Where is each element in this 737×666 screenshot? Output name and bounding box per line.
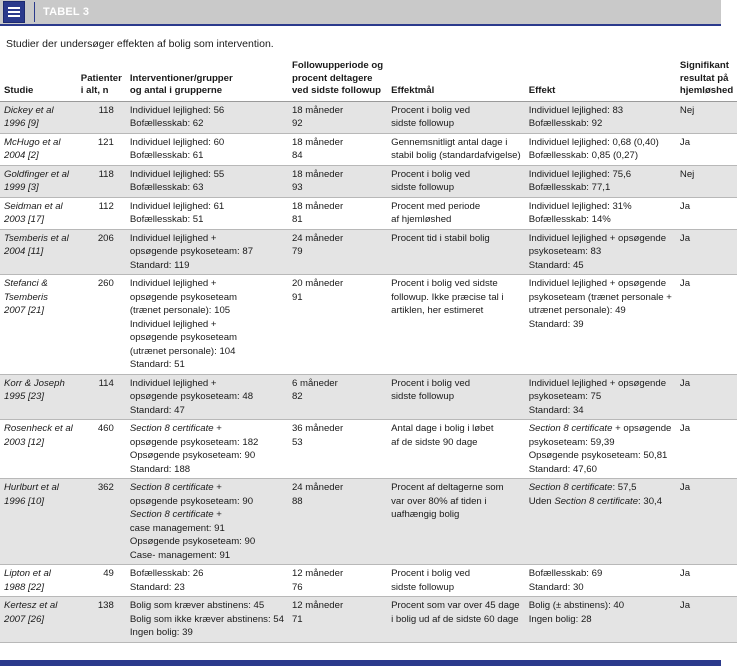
col-header-measure	[387, 58, 525, 101]
cell-study	[0, 597, 77, 643]
cell-significant-value: Ja	[679, 568, 691, 579]
table-header-row	[0, 58, 737, 101]
cell-significant	[676, 133, 737, 165]
cell-intervention-line: Case- management: 91	[129, 549, 231, 561]
cell-measure	[387, 229, 525, 275]
cell-effect-line: Standard: 39	[528, 318, 584, 330]
cell-effect	[525, 374, 676, 420]
cell-patients-value: 460	[97, 423, 114, 434]
cell-study	[0, 565, 77, 597]
cell-study-line: 1996 [9]	[4, 118, 39, 129]
cell-followup-line: 88	[291, 495, 303, 507]
cell-effect-line: Standard: 30	[528, 581, 584, 593]
cell-significant	[676, 479, 737, 565]
cell-intervention	[126, 197, 288, 229]
col-header-measure-label: Effektmål	[391, 85, 435, 96]
cell-study-line: 2004 [11]	[4, 246, 44, 257]
cell-study-line: 1988 [22]	[4, 581, 45, 593]
cell-followup-line: 76	[291, 581, 303, 593]
section-8-phrase: Section 8 certificate	[554, 495, 639, 507]
cell-study-line: Seidman et al	[4, 200, 63, 212]
cell-effect-line: Individuel lejlighed: 83	[528, 104, 624, 116]
cell-effect-line: Bofællesskab: 77,1	[528, 182, 611, 193]
table-header-bar	[0, 0, 721, 26]
cell-effect	[525, 275, 676, 375]
col-header-intervention	[126, 58, 288, 101]
table-row	[0, 597, 737, 643]
cell-patients	[77, 229, 126, 275]
cell-followup-line: 20 måneder	[291, 278, 344, 289]
table-row	[0, 133, 737, 165]
cell-significant	[676, 275, 737, 375]
table-row	[0, 275, 737, 375]
cell-effect-line: Standard: 45	[528, 259, 584, 271]
table-row	[0, 197, 737, 229]
cell-measure-line: sidste followup	[391, 118, 455, 129]
cell-measure-line: Procent som var over 45 dage	[391, 600, 520, 611]
cell-followup-line: 18 måneder	[291, 104, 344, 116]
cell-significant	[676, 565, 737, 597]
col-header-significant-line: Signifikant	[679, 60, 729, 71]
cell-study	[0, 229, 77, 275]
cell-intervention-line: Bofællesskab: 51	[129, 214, 204, 225]
cell-study-line: McHugo et al	[4, 136, 61, 148]
cell-followup-line: 71	[291, 613, 303, 625]
cell-effect-line: Individuel lejlighed + opsøgende	[528, 377, 667, 389]
cell-measure-line: Procent i bolig ved	[391, 168, 471, 180]
cell-effect	[525, 479, 676, 565]
cell-study-line: Tsemberis	[4, 291, 48, 303]
cell-measure-line: uafhængig bolig	[391, 509, 460, 520]
cell-study	[0, 197, 77, 229]
cell-followup-line: 81	[291, 214, 303, 225]
cell-measure	[387, 133, 525, 165]
cell-intervention-line: opsøgende psykoseteam: 90	[129, 495, 254, 507]
cell-study-line: 2007 [26]	[4, 613, 45, 625]
cell-effect	[525, 133, 676, 165]
bottom-rule	[0, 660, 721, 666]
col-header-intervention-line: Interventioner/grupper	[129, 72, 233, 84]
cell-effect-line: Bofællesskab: 14%	[528, 214, 611, 225]
cell-followup-line: 53	[291, 436, 303, 448]
cell-measure	[387, 597, 525, 643]
cell-intervention	[126, 101, 288, 133]
cell-significant	[676, 101, 737, 133]
cell-measure	[387, 565, 525, 597]
cell-effect-line: Bofællesskab: 92	[528, 118, 603, 129]
section-8-phrase: Section 8 certificate	[129, 482, 214, 493]
cell-followup-line: 84	[291, 150, 303, 161]
cell-intervention-line: Individuel lejlighed +	[129, 318, 217, 330]
cell-measure	[387, 374, 525, 420]
cell-study-line: 2003 [17]	[4, 214, 45, 225]
cell-study	[0, 420, 77, 479]
col-header-followup-line: procent deltagere	[291, 72, 373, 84]
section-8-phrase: Section 8 certificate	[528, 423, 613, 434]
cell-effect-line: Opsøgende psykoseteam: 50,81	[528, 450, 668, 461]
cell-measure	[387, 101, 525, 133]
cell-intervention-line: Bolig som kræver abstinens: 45	[129, 600, 265, 611]
cell-followup-line: 36 måneder	[291, 423, 344, 434]
cell-significant-value: Nej	[679, 168, 695, 180]
table-title: TABEL 3	[43, 6, 90, 18]
cell-effect-line: Section 8 certificate + opsøgende	[528, 423, 672, 434]
cell-intervention-line: Individuel lejlighed: 60	[129, 136, 225, 148]
cell-effect-line: Bofællesskab: 69	[528, 568, 603, 579]
cell-measure-line: followup. Ikke præcise tal i	[391, 291, 504, 303]
cell-significant	[676, 420, 737, 479]
cell-followup	[288, 229, 387, 275]
cell-followup	[288, 565, 387, 597]
cell-study	[0, 374, 77, 420]
cell-followup	[288, 275, 387, 375]
cell-patients	[77, 133, 126, 165]
cell-effect	[525, 565, 676, 597]
col-header-followup-line: Followupperiode og	[291, 60, 384, 71]
col-header-significant-line: resultat på	[679, 72, 729, 84]
col-header-intervention-line: og antal i grupperne	[129, 85, 223, 96]
cell-followup-line: 18 måneder	[291, 200, 344, 212]
cell-intervention-line: Individuel lejlighed: 55	[129, 168, 225, 180]
table-row	[0, 229, 737, 275]
cell-intervention-line: Individuel lejlighed +	[129, 377, 217, 389]
section-8-phrase: Section 8 certificate	[528, 482, 613, 493]
cell-intervention-line: opsøgende psykoseteam: 48	[129, 391, 254, 402]
cell-intervention-line: Individuel lejlighed: 56	[129, 104, 225, 116]
cell-patients	[77, 165, 126, 197]
cell-intervention	[126, 374, 288, 420]
cell-effect-line: Bolig (± abstinens): 40	[528, 600, 625, 611]
cell-intervention-line: opsøgende psykoseteam	[129, 332, 238, 343]
cell-study-line: Lipton et al	[4, 568, 51, 579]
cell-intervention-line: Individuel lejlighed +	[129, 232, 217, 244]
cell-measure-line: af de sidste 90 dage	[391, 436, 478, 448]
cell-effect-line: psykoseteam: 83	[528, 246, 602, 257]
cell-intervention	[126, 420, 288, 479]
cell-followup-line: 18 måneder	[291, 136, 344, 148]
cell-study	[0, 101, 77, 133]
cell-significant	[676, 197, 737, 229]
cell-study-line: Korr & Joseph	[4, 377, 65, 389]
cell-effect-line: Standard: 34	[528, 404, 584, 416]
cell-measure-line: Procent i bolig ved sidste	[391, 278, 498, 289]
cell-intervention-line: opsøgende psykoseteam	[129, 291, 238, 303]
cell-followup-line: 82	[291, 391, 303, 402]
cell-significant-value: Ja	[679, 482, 691, 493]
section-8-phrase: Section 8 certificate	[129, 509, 214, 520]
cell-followup	[288, 479, 387, 565]
cell-measure-line: sidste followup	[391, 581, 455, 593]
cell-patients-value: 112	[98, 200, 114, 212]
cell-measure-line: sidste followup	[391, 182, 455, 193]
cell-intervention-line: opsøgende psykoseteam: 182	[129, 436, 259, 448]
col-header-significant-line: hjemløshed	[679, 85, 734, 96]
cell-patients	[77, 275, 126, 375]
cell-intervention-line: Bofællesskab: 61	[129, 150, 204, 161]
list-icon	[3, 1, 25, 23]
cell-measure-line: Procent af deltagerne som	[391, 482, 504, 493]
cell-intervention-line: Section 8 certificate +	[129, 423, 222, 434]
cell-significant-value: Ja	[679, 136, 691, 148]
cell-intervention	[126, 597, 288, 643]
cell-measure	[387, 479, 525, 565]
cell-followup-line: 93	[291, 182, 303, 193]
cell-study-line: Goldfinger et al	[4, 168, 70, 180]
cell-effect-line: utrænet personale): 49	[528, 305, 626, 316]
cell-patients-value: 260	[97, 278, 114, 289]
cell-intervention	[126, 479, 288, 565]
col-header-effect-label: Effekt	[528, 85, 556, 96]
table-row	[0, 479, 737, 565]
cell-measure-line: Procent tid i stabil bolig	[391, 232, 490, 244]
cell-measure-line: Procent med periode	[391, 200, 481, 212]
cell-measure-line: Procent i bolig ved	[391, 104, 471, 116]
cell-measure-line: artiklen, her estimeret	[391, 305, 484, 316]
cell-effect	[525, 229, 676, 275]
cell-measure-line: af hjemløshed	[391, 214, 452, 225]
cell-followup	[288, 101, 387, 133]
cell-followup-line: 24 måneder	[291, 482, 344, 493]
cell-intervention	[126, 229, 288, 275]
cell-patients	[77, 197, 126, 229]
cell-intervention-line: Bofællesskab: 62	[129, 118, 204, 129]
section-8-phrase: Section 8 certificate	[129, 423, 214, 434]
cell-significant	[676, 229, 737, 275]
cell-effect	[525, 101, 676, 133]
cell-study	[0, 165, 77, 197]
cell-patients	[77, 101, 126, 133]
col-header-effect	[525, 58, 676, 101]
cell-effect	[525, 165, 676, 197]
cell-effect-line: Uden Section 8 certificate: 30,4	[528, 495, 663, 507]
cell-measure-line: Antal dage i bolig i løbet	[391, 423, 494, 434]
cell-patients-value: 114	[98, 377, 114, 389]
cell-followup	[288, 597, 387, 643]
cell-measure	[387, 197, 525, 229]
cell-patients-value: 118	[98, 104, 114, 116]
cell-intervention-line: Standard: 119	[129, 259, 190, 271]
cell-effect	[525, 420, 676, 479]
cell-effect-line: Bofællesskab: 0,85 (0,27)	[528, 150, 639, 161]
cell-effect-line: Individuel lejlighed: 0,68 (0,40)	[528, 136, 659, 148]
cell-study	[0, 133, 77, 165]
cell-patients	[77, 420, 126, 479]
cell-intervention-line: Section 8 certificate +	[129, 509, 222, 520]
cell-patients-value: 121	[97, 136, 114, 148]
cell-patients	[77, 597, 126, 643]
cell-significant	[676, 597, 737, 643]
cell-followup-line: 24 måneder	[291, 232, 344, 244]
cell-significant	[676, 165, 737, 197]
cell-intervention-line: Bolig som ikke kræver abstinens: 54	[129, 613, 284, 625]
cell-followup	[288, 420, 387, 479]
cell-followup	[288, 374, 387, 420]
cell-study-line: 1996 [10]	[4, 495, 45, 507]
cell-followup-line: 79	[291, 246, 303, 257]
cell-effect	[525, 597, 676, 643]
col-header-significant	[676, 58, 737, 101]
cell-intervention-line: (utrænet personale): 104	[129, 345, 236, 357]
cell-followup-line: 12 måneder	[291, 568, 344, 579]
cell-followup	[288, 197, 387, 229]
cell-intervention-line: case management: 91	[129, 522, 225, 534]
cell-effect-line: Individuel lejlighed: 31%	[528, 200, 632, 212]
cell-significant-value: Ja	[679, 423, 691, 434]
cell-intervention-line: (trænet personale): 105	[129, 305, 231, 316]
cell-measure-line: Procent i bolig ved	[391, 568, 471, 579]
cell-intervention-line: Bofællesskab: 63	[129, 182, 204, 193]
cell-significant	[676, 374, 737, 420]
cell-patients-value: 138	[97, 600, 114, 611]
cell-intervention-line: Opsøgende psykoseteam: 90	[129, 536, 256, 547]
cell-patients-value: 118	[98, 168, 114, 180]
table-row	[0, 420, 737, 479]
cell-measure	[387, 165, 525, 197]
cell-patients-value: 362	[97, 482, 114, 493]
header-divider	[34, 2, 35, 22]
cell-intervention-line: Individuel lejlighed +	[129, 278, 217, 289]
col-header-followup-line: ved sidste followup	[291, 85, 381, 96]
cell-significant-value: Ja	[679, 200, 691, 212]
cell-effect-line: psykoseteam: 75	[528, 391, 602, 402]
cell-study-line: Rosenheck et al	[4, 423, 73, 434]
cell-significant-value: Nej	[679, 104, 695, 116]
cell-measure-line: stabil bolig (standardafvigelse)	[391, 150, 521, 161]
cell-measure-line: Gennemsnitligt antal dage i	[391, 136, 508, 148]
table-row	[0, 101, 737, 133]
cell-intervention-line: Bofællesskab: 26	[129, 568, 204, 579]
col-header-patients-line: Patienter	[80, 72, 122, 84]
cell-followup-line: 91	[291, 291, 303, 303]
cell-effect-line: Individuel lejlighed + opsøgende	[528, 232, 667, 244]
cell-intervention-line: Standard: 51	[129, 359, 185, 370]
cell-intervention-line: Standard: 23	[129, 581, 185, 593]
cell-measure-line: Procent i bolig ved	[391, 377, 471, 389]
cell-intervention-line: Standard: 47	[129, 404, 185, 416]
cell-significant-value: Ja	[679, 278, 691, 289]
cell-study-line: 2003 [12]	[4, 436, 45, 448]
cell-patients	[77, 479, 126, 565]
table-row	[0, 374, 737, 420]
cell-intervention	[126, 165, 288, 197]
table-caption: Studier der undersøger effekten af bolig som intervention.	[6, 38, 274, 50]
cell-intervention-line: Opsøgende psykoseteam: 90	[129, 450, 256, 461]
cell-study-line: 1995 [23]	[4, 391, 45, 402]
cell-intervention-line: Section 8 certificate +	[129, 482, 222, 493]
cell-followup-line: 18 måneder	[291, 168, 344, 180]
studies-table	[0, 58, 737, 643]
cell-measure-line: i bolig ud af de sidste 60 dage	[391, 613, 519, 625]
cell-effect-line: Individuel lejlighed + opsøgende	[528, 278, 667, 289]
cell-significant-value: Ja	[679, 232, 691, 244]
col-header-followup	[288, 58, 387, 101]
col-header-patients-line: i alt, n	[80, 85, 109, 96]
cell-measure-line: var over 80% af tiden i	[391, 495, 487, 507]
cell-intervention-line: Standard: 188	[129, 463, 191, 475]
cell-followup-line: 6 måneder	[291, 377, 338, 389]
table-row	[0, 165, 737, 197]
cell-intervention	[126, 133, 288, 165]
cell-significant-value: Ja	[679, 377, 691, 389]
table-row	[0, 565, 737, 597]
cell-study-line: Kertesz et al	[4, 600, 58, 611]
cell-measure-line: sidste followup	[391, 391, 455, 402]
table-body	[0, 101, 737, 642]
cell-effect-line: Section 8 certificate: 57,5	[528, 482, 637, 493]
cell-effect-line: psykoseteam (trænet personale +	[528, 291, 672, 303]
cell-study	[0, 479, 77, 565]
col-header-study	[0, 58, 77, 101]
cell-study-line: 2004 [2]	[4, 150, 39, 161]
col-header-study-label: Studie	[4, 85, 34, 96]
cell-followup	[288, 165, 387, 197]
cell-intervention	[126, 565, 288, 597]
cell-study	[0, 275, 77, 375]
cell-effect-line: psykoseteam: 59,39	[528, 436, 615, 448]
cell-patients-value: 206	[97, 232, 114, 244]
cell-study-line: 1999 [3]	[4, 182, 39, 193]
cell-intervention-line: opsøgende psykoseteam: 87	[129, 246, 254, 257]
cell-significant-value: Ja	[679, 600, 691, 611]
cell-study-line: Dickey et al	[4, 104, 54, 116]
cell-followup	[288, 133, 387, 165]
cell-effect-line: Ingen bolig: 28	[528, 613, 592, 625]
cell-study-line: 2007 [21]	[4, 305, 45, 316]
cell-intervention-line: Individuel lejlighed: 61	[129, 200, 225, 212]
col-header-patients	[77, 58, 126, 101]
cell-followup-line: 12 måneder	[291, 600, 344, 611]
cell-intervention	[126, 275, 288, 375]
cell-patients	[77, 374, 126, 420]
cell-effect	[525, 197, 676, 229]
cell-study-line: Hurlburt et al	[4, 482, 59, 493]
cell-followup-line: 92	[291, 118, 303, 129]
cell-measure	[387, 420, 525, 479]
cell-patients	[77, 565, 126, 597]
cell-study-line: Tsemberis et al	[4, 232, 69, 244]
cell-measure	[387, 275, 525, 375]
cell-effect-line: Standard: 47,60	[528, 463, 597, 475]
cell-intervention-line: Ingen bolig: 39	[129, 627, 193, 638]
cell-patients-value: 49	[103, 568, 114, 579]
cell-effect-line: Individuel lejlighed: 75,6	[528, 168, 632, 180]
cell-study-line: Stefanci &	[4, 278, 48, 289]
